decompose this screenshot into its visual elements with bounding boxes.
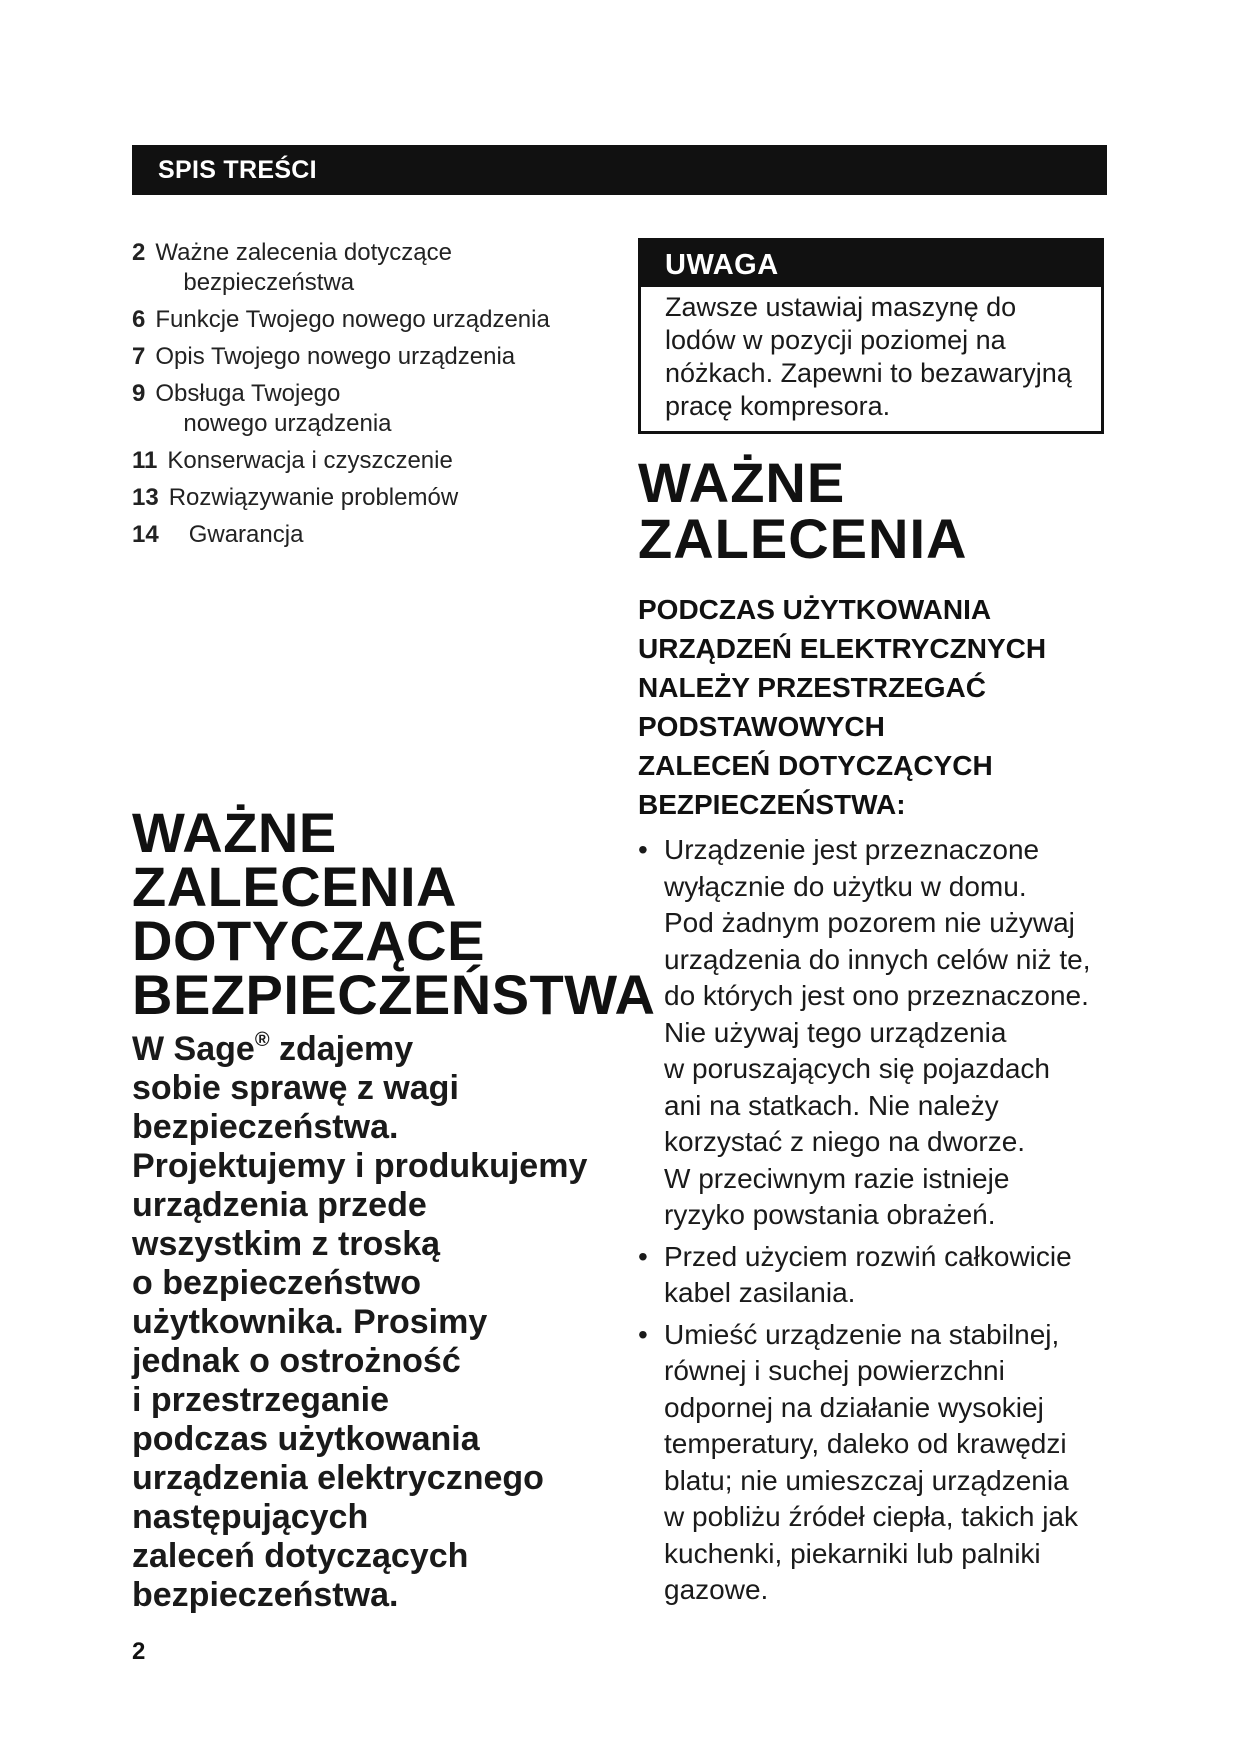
warning-line: Zawsze ustawiaj maszynę do	[665, 292, 1017, 322]
bullet-line: kabel zasilania.	[664, 1277, 856, 1308]
intro-line: jednak o ostrożność	[132, 1342, 461, 1380]
list-item	[638, 1239, 1118, 1312]
toc-label-line: bezpieczeństwa	[183, 269, 355, 296]
safety-intro-paragraph	[132, 1030, 632, 1615]
bullet-line: Pod żadnym pozorem nie używaj	[664, 907, 1075, 938]
safety-heading	[132, 801, 656, 1026]
intro-line: następujących	[132, 1498, 369, 1536]
warning-line: pracę kompresora.	[665, 391, 891, 421]
warning-text	[641, 287, 1101, 423]
intro-line: bezpieczeństwa.	[132, 1576, 399, 1614]
list-item	[638, 1317, 1118, 1609]
intro-line: i przestrzeganie	[132, 1381, 389, 1419]
bullet-line: ryzyko powstania obrażeń.	[664, 1199, 996, 1230]
toc-item-label: Opis Twojego nowego urządzenia	[155, 343, 516, 370]
subhead-line: PODCZAS UŻYTKOWANIA	[638, 594, 992, 625]
toc-page-number: 13	[132, 484, 159, 511]
toc-item-label: Rozwiązywanie problemów	[168, 484, 459, 511]
toc-page-number: 14	[132, 521, 159, 548]
heading-line: ZALECENIA	[132, 855, 457, 918]
warning-line: lodów w pozycji poziomej na	[665, 325, 1006, 355]
intro-line: wszystkim z troską	[132, 1225, 441, 1263]
intro-line: użytkownika. Prosimy	[132, 1303, 488, 1341]
toc-page-number: 7	[132, 343, 146, 370]
page-number: 2	[132, 1638, 146, 1665]
intro-line: Projektujemy i produkujemy	[132, 1147, 588, 1185]
toc-label-line: nowego urządzenia	[183, 410, 392, 437]
intro-line: urządzenia elektrycznego	[132, 1459, 544, 1497]
subhead-line: ZALECEŃ DOTYCZĄCYCH	[638, 750, 993, 781]
heading-line: WAŻNE	[638, 451, 846, 514]
toc-item[interactable]	[132, 305, 612, 335]
toc-item[interactable]	[132, 520, 612, 550]
toc-header-bar	[132, 145, 1107, 195]
toc-label-line: Ważne zalecenia dotyczące	[155, 239, 452, 266]
table-of-contents	[132, 238, 612, 557]
bullet-line: gazowe.	[664, 1574, 769, 1605]
bullet-line: do których jest ono przeznaczone.	[664, 980, 1089, 1011]
intro-line: sobie sprawę z wagi	[132, 1069, 459, 1107]
toc-page-number: 11	[132, 447, 158, 474]
warning-title: UWAGA	[641, 241, 1101, 287]
toc-item[interactable]	[132, 379, 612, 439]
heading-line: DOTYCZĄCE	[132, 909, 485, 972]
subhead-line: PODSTAWOWYCH	[638, 711, 885, 742]
bullet-line: blatu; nie umieszczaj urządzenia	[664, 1464, 1069, 1496]
bullet-line: • Przed użyciem rozwiń całkowicie	[664, 1240, 1072, 1272]
toc-item-label: Funkcje Twojego nowego urządzenia	[155, 306, 550, 333]
intro-line: zaleceń dotyczących	[132, 1537, 469, 1575]
important-heading	[638, 451, 1108, 570]
intro-line: o bezpieczeństwo	[132, 1264, 422, 1302]
toc-page-number: 6	[132, 306, 146, 333]
toc-item[interactable]	[132, 238, 612, 298]
toc-item-label: Gwarancja	[188, 521, 304, 548]
toc-page-number: 2	[132, 239, 146, 266]
toc-item-label	[155, 379, 612, 439]
safety-subheading	[638, 590, 1108, 824]
heading-line: ZALECENIA	[638, 507, 968, 570]
subhead-line: URZĄDZEŃ ELEKTRYCZNYCH	[638, 633, 1047, 664]
intro-line: bezpieczeństwa.	[132, 1108, 399, 1146]
bullet-line: Nie używaj tego urządzenia	[664, 1016, 1007, 1048]
heading-line: BEZPIECZEŃSTWA	[132, 963, 656, 1026]
list-item	[638, 832, 1118, 1234]
warning-line: nóżkach. Zapewni to bezawaryjną	[665, 358, 1072, 388]
bullet-line: korzystać z niego na dworze.	[664, 1126, 1026, 1157]
bullet-line: wyłącznie do użytku w domu.	[664, 870, 1027, 902]
toc-item[interactable]	[132, 483, 612, 513]
toc-item[interactable]	[132, 342, 612, 372]
safety-bullet-list	[638, 832, 1118, 1614]
bullet-line: w poruszających się pojazdach	[664, 1053, 1050, 1084]
intro-line: urządzenia przede	[132, 1186, 427, 1224]
bullet-line: ani na statkach. Nie należy	[664, 1089, 999, 1121]
heading-line: WAŻNE	[132, 801, 337, 864]
bullet-line: w pobliżu źródeł ciepła, takich jak	[664, 1501, 1078, 1532]
registered-mark: ®	[254, 1029, 270, 1051]
bullet-line: • Umieść urządzenie na stabilnej,	[664, 1318, 1060, 1350]
bullet-line: odpornej na działanie wysokiej	[664, 1391, 1044, 1423]
toc-title: SPIS TREŚCI	[158, 156, 317, 184]
warning-box	[638, 238, 1104, 434]
subhead-line: NALEŻY PRZESTRZEGAĆ	[638, 672, 986, 703]
toc-item-label	[155, 238, 612, 298]
bullet-line: temperatury, daleko od krawędzi	[664, 1428, 1067, 1459]
intro-line: W Sage® zdajemy	[132, 1029, 414, 1068]
bullet-line: • Urządzenie jest przeznaczone	[664, 834, 1040, 865]
bullet-line: równej i suchej powierzchni	[664, 1355, 1005, 1386]
subhead-line: BEZPIECZEŃSTWA:	[638, 789, 906, 820]
bullet-line: urządzenia do innych celów niż te,	[664, 943, 1091, 975]
intro-line: podczas użytkowania	[132, 1420, 480, 1458]
toc-page-number: 9	[132, 380, 146, 407]
toc-item-label: Konserwacja i czyszczenie	[167, 447, 453, 474]
bullet-line: W przeciwnym razie istnieje	[664, 1162, 1010, 1194]
toc-label-line: Obsługa Twojego	[155, 380, 341, 407]
bullet-line: kuchenki, piekarniki lub palniki	[664, 1537, 1041, 1569]
toc-item[interactable]	[132, 446, 612, 476]
